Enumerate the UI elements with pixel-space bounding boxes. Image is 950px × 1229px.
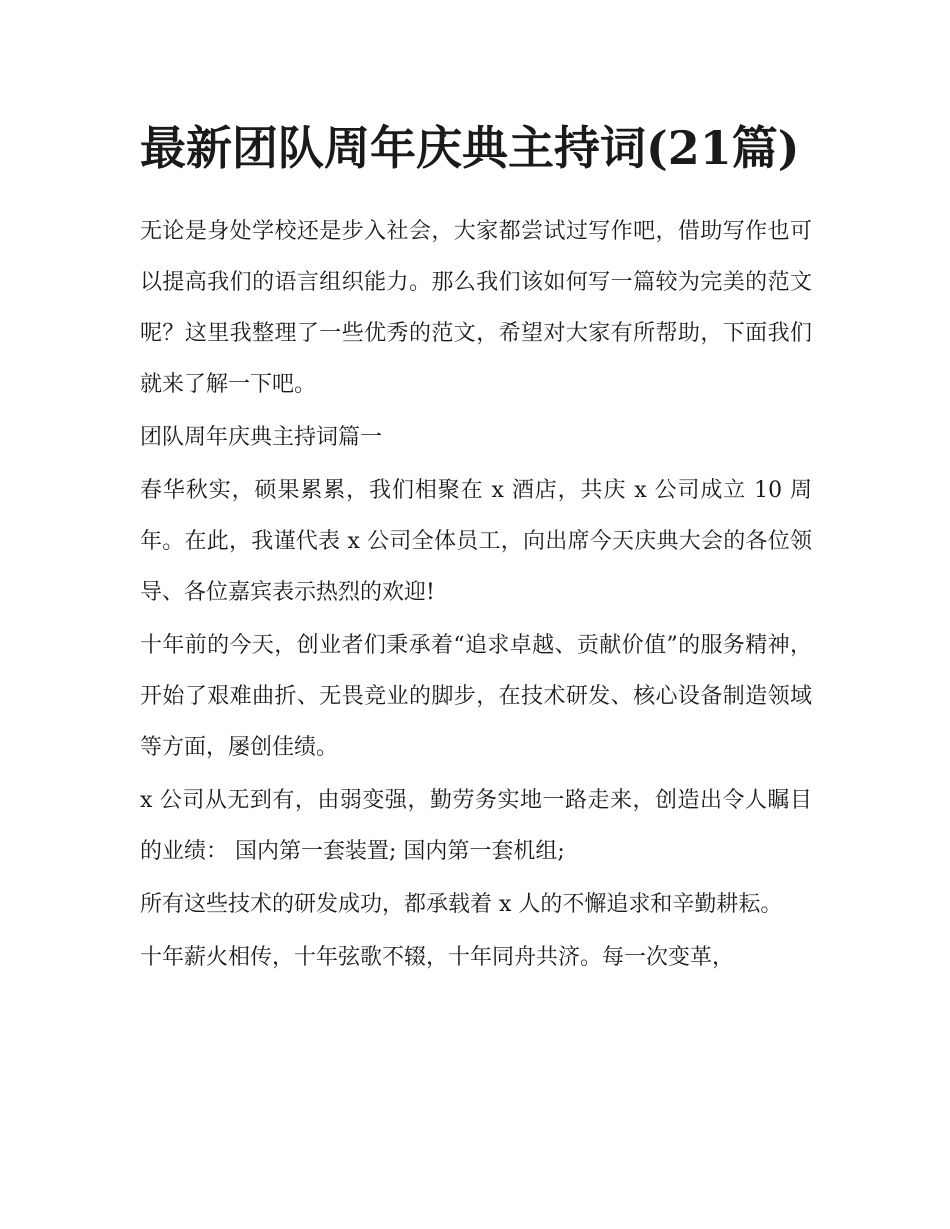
- intro-paragraph: 无论是身处学校还是步入社会，大家都尝试过写作吧，借助写作也可以提高我们的语言组织能力。那么我们该如何写一篇较为完美的范文呢？这里我整理了一些优秀的范文，希望对大家有所帮助，下面我们就来了解一下吧。: [140, 219, 812, 397]
- body-paragraph: 十年薪火相传，十年弦歌不辍，十年同舟共济。每一次变革，: [140, 945, 735, 970]
- body-paragraph: 春华秋实，硕果累累，我们相聚在 x 酒店，共庆 x 公司成立 10 周年。在此，我谨代表 x 公司全体员工，向出席今天庆典大会的各位领导、各位嘉宾表示热烈的欢迎!: [140, 478, 812, 605]
- body-paragraph: x 公司从无到有，由弱变强，勤劳务实地一路走来，创造出令人瞩目的业绩： 国内第一套装置; 国内第一套机组;: [140, 788, 812, 864]
- body-paragraph: 所有这些技术的研发成功，都承载着 x 人的不懈追求和辛勤耕耘。: [140, 892, 783, 917]
- body-paragraph: 十年前的今天，创业者们秉承着“追求卓越、贡献价值”的服务精神，开始了艰难曲折、无畏竞业的脚步，在技术研发、核心设备制造领域等方面，屡创佳绩。: [140, 633, 812, 760]
- document-page: [140, 110, 812, 983]
- document-title: 最新团队周年庆典主持词(21篇): [140, 121, 800, 175]
- section-heading: 团队周年庆典主持词篇一: [140, 425, 383, 450]
